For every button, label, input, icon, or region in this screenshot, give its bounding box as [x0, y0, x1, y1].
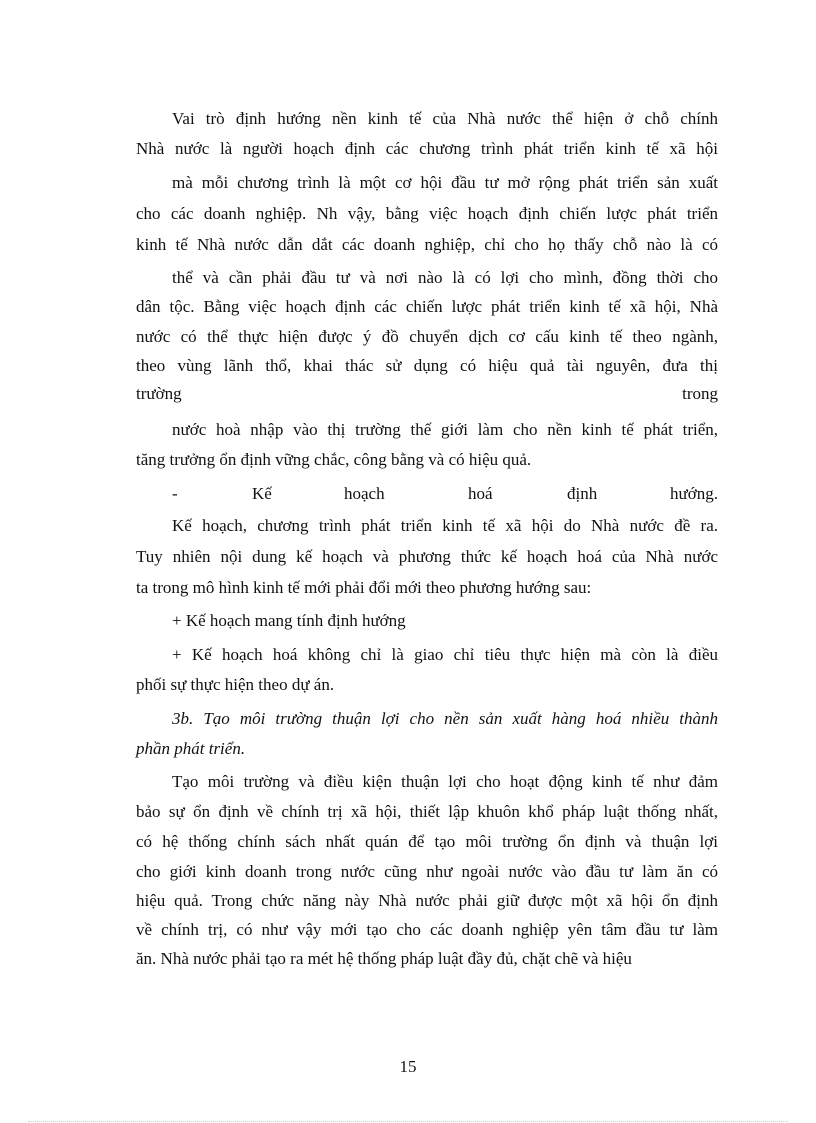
- text-line: trường: [136, 384, 182, 403]
- text-line: Tạo môi trường và điều kiện thuận lợi cho hoạt động kinh tế như đảm: [172, 772, 718, 791]
- text-line: Vai trò định hướng nền kinh tế của Nhà nước thể hiện ở chỗ chính: [172, 109, 718, 128]
- text-line: Tuy nhiên nội dung kế hoạch và phương thức kế hoạch hoá của Nhà nước: [136, 547, 718, 566]
- text-line: theo vùng lãnh thổ, khai thác sử dụng có hiệu quả tài nguyên, đưa thị: [136, 356, 718, 375]
- page-bottom-divider: [28, 1121, 788, 1122]
- text-line: cho các doanh nghiệp. Nh vậy, bằng việc hoạch định chiến lược phát triển: [136, 204, 718, 223]
- section-heading: phần phát triển.: [136, 739, 246, 758]
- text-line: hiệu quả. Trong chức năng này Nhà nước phải giữ được một xã hội ổn định: [136, 891, 718, 910]
- heading-word: hướng.: [670, 484, 718, 503]
- text-line: nước có thể thực hiện được ý đồ chuyển dịch cơ cấu kinh tế theo ngành,: [136, 327, 718, 346]
- text-line: bảo sự ổn định về chính trị xã hội, thiết lập khuôn khổ pháp luật thống nhất,: [136, 802, 718, 821]
- list-dash: -: [172, 484, 178, 503]
- text-line: ta trong mô hình kinh tế mới phải đổi mới theo phương hướng sau:: [136, 578, 592, 597]
- text-line: Nhà nước là người hoạch định các chương trình phát triển kinh tế xã hội: [136, 139, 718, 158]
- page-number: 15: [399, 1057, 417, 1076]
- text-line: phối sự thực hiện theo dự án.: [136, 675, 335, 694]
- text-line: cho giới kinh doanh trong nước cũng như ngoài nước vào đầu tư làm ăn có: [136, 862, 718, 881]
- text-line: + Kế hoạch hoá không chỉ là giao chỉ tiêu thực hiện mà còn là điều: [172, 645, 718, 664]
- text-line: Kế hoạch, chương trình phát triển kinh tế xã hội do Nhà nước đề ra.: [172, 516, 718, 535]
- text-line: mà mỗi chương trình là một cơ hội đầu tư mở rộng phát triển sản xuất: [172, 173, 718, 192]
- text-line: + Kế hoạch mang tính định hướng: [172, 611, 406, 630]
- text-line: dân tộc. Bằng việc hoạch định các chiến lược phát triển kinh tế xã hội, Nhà: [136, 297, 718, 316]
- heading-word: Kế: [252, 484, 272, 503]
- text-line-fragment: trong: [682, 384, 718, 403]
- text-line: về chính trị, có như vậy mới tạo cho các doanh nghiệp yên tâm đầu tư làm: [136, 920, 718, 939]
- text-line: ăn. Nhà nước phải tạo ra mét hệ thống pháp luật đầy đủ, chặt chẽ và hiệu: [136, 949, 632, 968]
- heading-word: hoá: [468, 484, 493, 503]
- text-line: tăng trưởng ổn định vững chắc, công bằng và có hiệu quả.: [136, 450, 532, 469]
- text-line: nước hoà nhập vào thị trường thế giới làm cho nền kinh tế phát triển,: [172, 420, 718, 439]
- heading-word: hoạch: [344, 484, 385, 503]
- text-line: thể và cần phải đầu tư và nơi nào là có lợi cho mình, đồng thời cho: [172, 268, 718, 287]
- heading-word: định: [567, 484, 598, 503]
- text-line: có hệ thống chính sách nhất quán để tạo môi trường ổn định và thuận lợi: [136, 832, 718, 851]
- section-heading: 3b. Tạo môi trường thuận lợi cho nền sản xuất hàng hoá nhiều thành: [172, 709, 718, 728]
- text-line: kinh tế Nhà nước dẫn dắt các doanh nghiệp, chỉ cho họ thấy chỗ nào là có: [136, 235, 718, 254]
